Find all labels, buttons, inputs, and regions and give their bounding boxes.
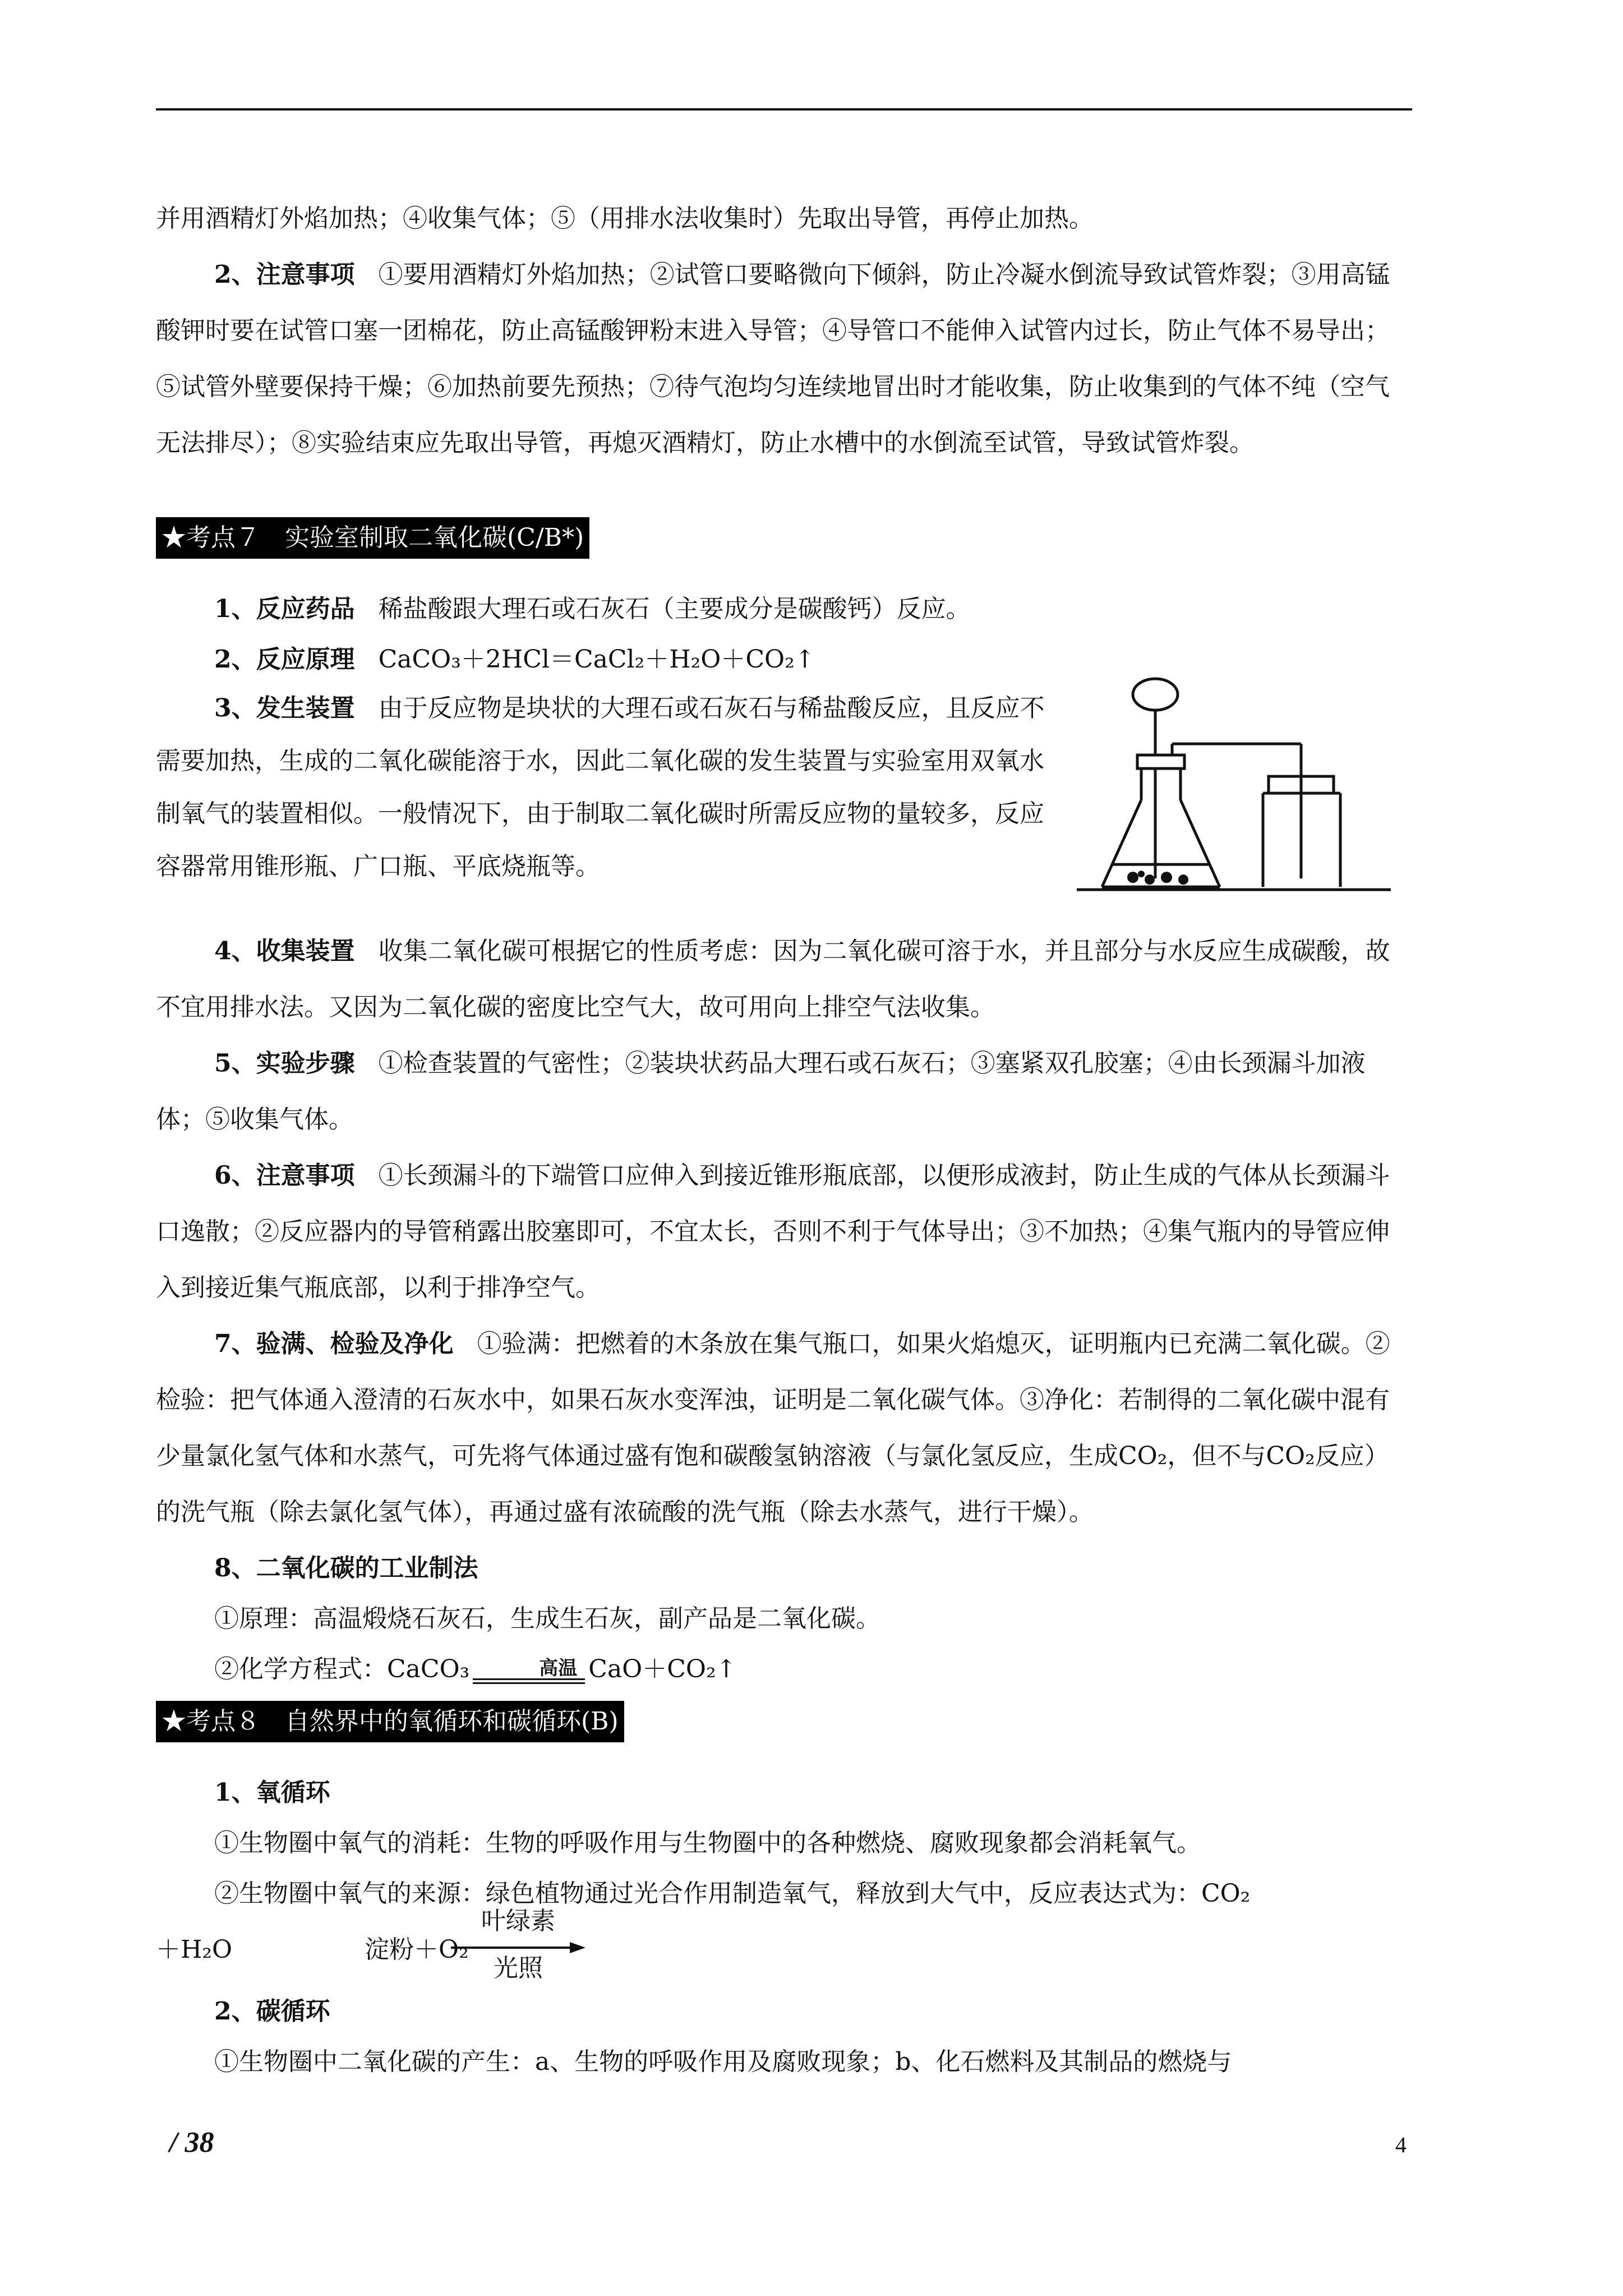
paragraph-oxygen-consumption: ①生物圈中氧气的消耗：生物的呼吸作用与生物圈中的各种燃烧、腐败现象都会消耗氧气。 xyxy=(214,1829,1201,1857)
section-header-8: ★考点８ 自然界中的氧循环和碳循环(B) xyxy=(156,1701,624,1742)
text-notes: ①要用酒精灯外焰加热；②试管口要略微向下倾斜，防止冷凝水倒流导致试管炸裂；③用高锰酸钾时要在试管口塞一团棉花，防止高锰酸钾粉末进入导管；④导管口不能伸入试管内过长，防止气体不易导出；⑤试管外壁要保持干燥；⑥加热前要先预热；⑦待气泡均匀连续地冒出时才能收集，防止收集到的气体不纯（空气无法排尽）；⑧实验结束应先取出导管，再熄灭酒精灯，防止水槽中的水倒流至试管，导致试管炸裂。 xyxy=(156,260,1390,457)
arrow-bottom-label: 光照 xyxy=(494,1954,543,1982)
label-notes: 2、注意事项 xyxy=(214,260,355,289)
paragraph-apparatus xyxy=(156,682,1064,893)
page-total: / 38 xyxy=(169,2127,214,2159)
paragraph-industrial-principle: ①原理：高温煅烧石灰石，生成生石灰，副产品是二氧化碳。 xyxy=(214,1604,880,1633)
section-header-7: ★考点７ 实验室制取二氧化碳(C/B*) xyxy=(156,517,589,559)
paragraph-carbon-source: ①生物圈中二氧化碳的产生：a、生物的呼吸作用及腐败现象；b、化石燃料及其制品的燃烧与 xyxy=(214,2047,1232,2076)
header-rule xyxy=(156,108,1412,111)
label-carbon-cycle: 2、碳循环 xyxy=(214,1997,330,2026)
paragraph-reagents xyxy=(156,581,1412,637)
photosynthesis-left: ＋H₂O xyxy=(156,1935,233,1964)
page-number: 4 xyxy=(1395,2132,1407,2157)
photosynthesis-right: 淀粉＋O₂ xyxy=(365,1935,469,1964)
co2-apparatus-figure xyxy=(1077,671,1391,895)
equation-left: ②化学方程式：CaCO₃ xyxy=(214,1655,470,1683)
text-precautions: ①长颈漏斗的下端管口应伸入到接近锥形瓶底部，以便形成液封，防止生成的气体从长颈漏斗口逸散；②反应器内的导管稍露出胶塞即可，不宜太长，否则不利于气体导出；③不加热；④集气瓶内的导管应伸入到接近集气瓶底部，以利于排净空气。 xyxy=(156,1161,1390,1302)
paragraph-industrial-equation xyxy=(156,1641,1412,1697)
arrow-top-label: 叶绿素 xyxy=(481,1907,555,1935)
equation-principle: CaCO₃＋2HCl＝CaCl₂＋H₂O＋CO₂↑ xyxy=(378,645,815,674)
label-steps: 5、实验步骤 xyxy=(214,1049,355,1078)
paragraph-oxygen-cycle-title xyxy=(156,1765,1412,1821)
paragraph-notes xyxy=(156,247,1412,471)
label-testing: 7、验满、检验及净化 xyxy=(214,1329,454,1358)
text-steps: ①检查装置的气密性；②装块状药品大理石或石灰石；③塞紧双孔胶塞；④由长颈漏斗加液体；⑤收集气体。 xyxy=(156,1049,1366,1134)
paragraph-carbon-cycle-title xyxy=(156,1984,1412,2040)
label-reagents: 1、反应药品 xyxy=(214,595,355,623)
photosynthesis-arrow xyxy=(451,1907,585,1986)
paragraph-testing xyxy=(156,1316,1412,1540)
label-collection: 4、收集装置 xyxy=(214,937,355,965)
paragraph-collection xyxy=(156,923,1412,1036)
text-apparatus: 由于反应物是块状的大理石或石灰石与稀盐酸反应，且反应不需要加热，生成的二氧化碳能溶于水，因此二氧化碳的发生装置与实验室用双氧水制氧气的装置相似。一般情况下，由于制取二氧化碳时所需反应物的量较多，反应容器常用锥形瓶、广口瓶、平底烧瓶等。 xyxy=(156,694,1045,881)
label-oxygen-cycle: 1、氧循环 xyxy=(214,1778,330,1807)
text-reagents: 稀盐酸跟大理石或石灰石（主要成分是碳酸钙）反应。 xyxy=(378,595,971,623)
condition-label: 高温 xyxy=(539,1657,578,1680)
paragraph-precautions xyxy=(156,1148,1412,1316)
arrow-icon xyxy=(451,1941,585,1954)
label-industrial: 8、二氧化碳的工业制法 xyxy=(214,1554,478,1582)
apparatus-drawing xyxy=(1077,671,1391,895)
paragraph-industrial-title xyxy=(156,1540,1412,1596)
label-principle: 2、反应原理 xyxy=(214,645,355,674)
text-testing: ①验满：把燃着的木条放在集气瓶口，如果火焰熄灭，证明瓶内已充满二氧化碳。②检验：把气体通入澄清的石灰水中，如果石灰水变浑浊，证明是二氧化碳气体。③净化：若制得的二氧化碳中混有少量氯化氢气体和水蒸气，可先将气体通过盛有饱和碳酸氢钠溶液（与氯化氢反应，生成CO₂，但不与CO₂反应）的洗气瓶（除去氯化氢气体），再通过盛有浓硫酸的洗气瓶（除去水蒸气，进行干燥）。 xyxy=(156,1329,1390,1526)
reaction-condition xyxy=(473,1658,585,1684)
paragraph-oxygen-source: ②生物圈中氧气的来源：绿色植物通过光合作用制造氧气，释放到大气中，反应表达式为：CO₂ xyxy=(214,1879,1251,1908)
label-apparatus: 3、发生装置 xyxy=(214,694,355,723)
paragraph-steps-end: 并用酒精灯外焰加热；④收集气体；⑤（用排水法收集时）先取出导管，再停止加热。 xyxy=(156,204,1094,233)
paragraph-steps xyxy=(156,1036,1412,1148)
equation-right: CaO＋CO₂↑ xyxy=(588,1655,737,1683)
label-precautions: 6、注意事项 xyxy=(214,1161,355,1190)
text-collection: 收集二氧化碳可根据它的性质考虑：因为二氧化碳可溶于水，并且部分与水反应生成碳酸，故不宜用排水法。又因为二氧化碳的密度比空气大，故可用向上排空气法收集。 xyxy=(156,937,1390,1022)
